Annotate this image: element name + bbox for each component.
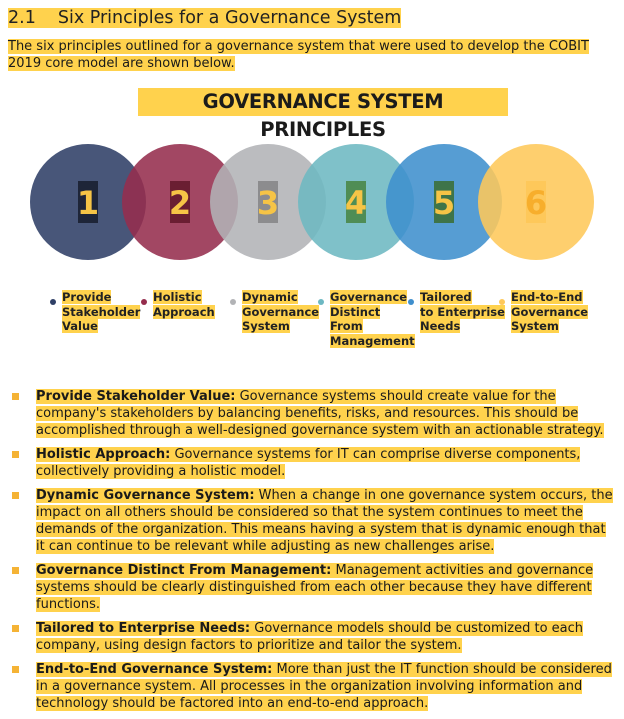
principle-item-6 xyxy=(12,661,616,712)
principle-number-2: 2 xyxy=(168,184,192,222)
legend-label-line: Needs xyxy=(420,319,461,333)
principle-description: More than just the IT function should be considered in a governance system. All processes in the organization involving information and technology should be factored into an end-to-end approach. xyxy=(36,662,612,711)
legend-dot-icon xyxy=(408,299,414,305)
legend-dot-icon xyxy=(50,299,56,305)
principles-list xyxy=(12,388,616,719)
legend-label-line: Governance xyxy=(511,304,589,319)
legend-label xyxy=(62,290,140,334)
legend-item-6 xyxy=(499,290,588,334)
legend-label xyxy=(242,290,319,334)
square-bullet-icon xyxy=(12,393,19,400)
principle-number-5: 5 xyxy=(432,184,456,222)
legend-label-line: Stakeholder xyxy=(62,304,141,319)
principles-circles xyxy=(0,130,624,280)
legend-label-line: to Enterprise xyxy=(420,304,505,319)
principle-term: End-to-End Governance System: xyxy=(36,662,273,677)
principle-item-3 xyxy=(12,487,616,555)
intro-text: The six principles outlined for a governance system that were used to develop the COBIT 2019 core model are shown below. xyxy=(8,39,589,71)
legend-label-line: End-to-End xyxy=(511,290,583,304)
legend-item-3 xyxy=(230,290,319,334)
legend-label-line: Governance xyxy=(330,290,408,304)
legend-label xyxy=(330,290,415,348)
section-heading xyxy=(8,7,401,29)
legend-label-line: System xyxy=(242,319,290,333)
legend-item-1 xyxy=(50,290,140,334)
legend-item-4 xyxy=(318,290,415,348)
legend-label xyxy=(153,290,215,319)
principle-description: Governance systems for IT can comprise diverse components, collectively providing a holistic model. xyxy=(36,447,581,479)
principle-term: Tailored to Enterprise Needs: xyxy=(36,621,251,636)
square-bullet-icon xyxy=(12,666,19,673)
section-title: Six Principles for a Governance System xyxy=(57,8,402,28)
principle-number-3: 3 xyxy=(256,184,280,222)
principle-item-5 xyxy=(12,620,616,654)
legend-label-line: Governance xyxy=(242,304,320,319)
diagram-title: GOVERNANCE SYSTEM PRINCIPLES xyxy=(138,88,508,116)
principle-number-4: 4 xyxy=(344,184,368,222)
principle-number-6: 6 xyxy=(524,184,548,222)
legend-label-line: Holistic xyxy=(153,290,202,304)
principle-term: Governance Distinct From Management: xyxy=(36,563,332,578)
legend-item-5 xyxy=(408,290,505,334)
legend-dot-icon xyxy=(230,299,236,305)
principle-description: When a change in one governance system occurs, the impact on all others should be considered so that the system continues to meet the demands of the organization. This means having a system that is dynamic enough that it can continue to be relevant while adjusting as new challenges arise. xyxy=(36,488,613,554)
legend-label-line: System xyxy=(511,319,559,333)
legend-label-line: Dynamic xyxy=(242,290,298,304)
square-bullet-icon xyxy=(12,625,19,632)
legend-label-line: Provide xyxy=(62,290,112,304)
principle-item-1 xyxy=(12,388,616,439)
square-bullet-icon xyxy=(12,492,19,499)
legend-item-2 xyxy=(141,290,215,319)
legend-label xyxy=(420,290,505,334)
legend-label xyxy=(511,290,588,334)
legend-label-line: Tailored xyxy=(420,290,472,304)
principle-term: Dynamic Governance System: xyxy=(36,488,255,503)
legend-dot-icon xyxy=(499,299,505,305)
square-bullet-icon xyxy=(12,451,19,458)
principle-item-2 xyxy=(12,446,616,480)
legend-dot-icon xyxy=(318,299,324,305)
legend-label-line: From xyxy=(330,319,363,333)
square-bullet-icon xyxy=(12,567,19,574)
section-number: 2.1 xyxy=(8,8,36,28)
principle-description: Governance systems should create value for the company's stakeholders by balancing benefits, risks, and resources. This should be accomplished through a well-designed governance system with an actionable strategy. xyxy=(36,389,604,438)
legend-dot-icon xyxy=(141,299,147,305)
legend-label-line: Approach xyxy=(153,304,215,319)
legend-label-line: Distinct xyxy=(330,304,381,319)
principle-description: Management activities and governance systems should be clearly distinguished from each other because they have different functions. xyxy=(36,563,594,612)
principle-term: Provide Stakeholder Value: xyxy=(36,389,236,404)
legend-label-line: Management xyxy=(330,333,415,348)
principle-term: Holistic Approach: xyxy=(36,447,171,462)
principles-legend xyxy=(0,290,624,350)
principle-item-4 xyxy=(12,562,616,613)
intro-paragraph xyxy=(8,38,616,72)
legend-label-line: Value xyxy=(62,319,98,333)
principle-description: Governance models should be customized to each company, using design factors to prioritize and tailor the system. xyxy=(36,621,584,653)
principle-number-1: 1 xyxy=(76,184,100,222)
